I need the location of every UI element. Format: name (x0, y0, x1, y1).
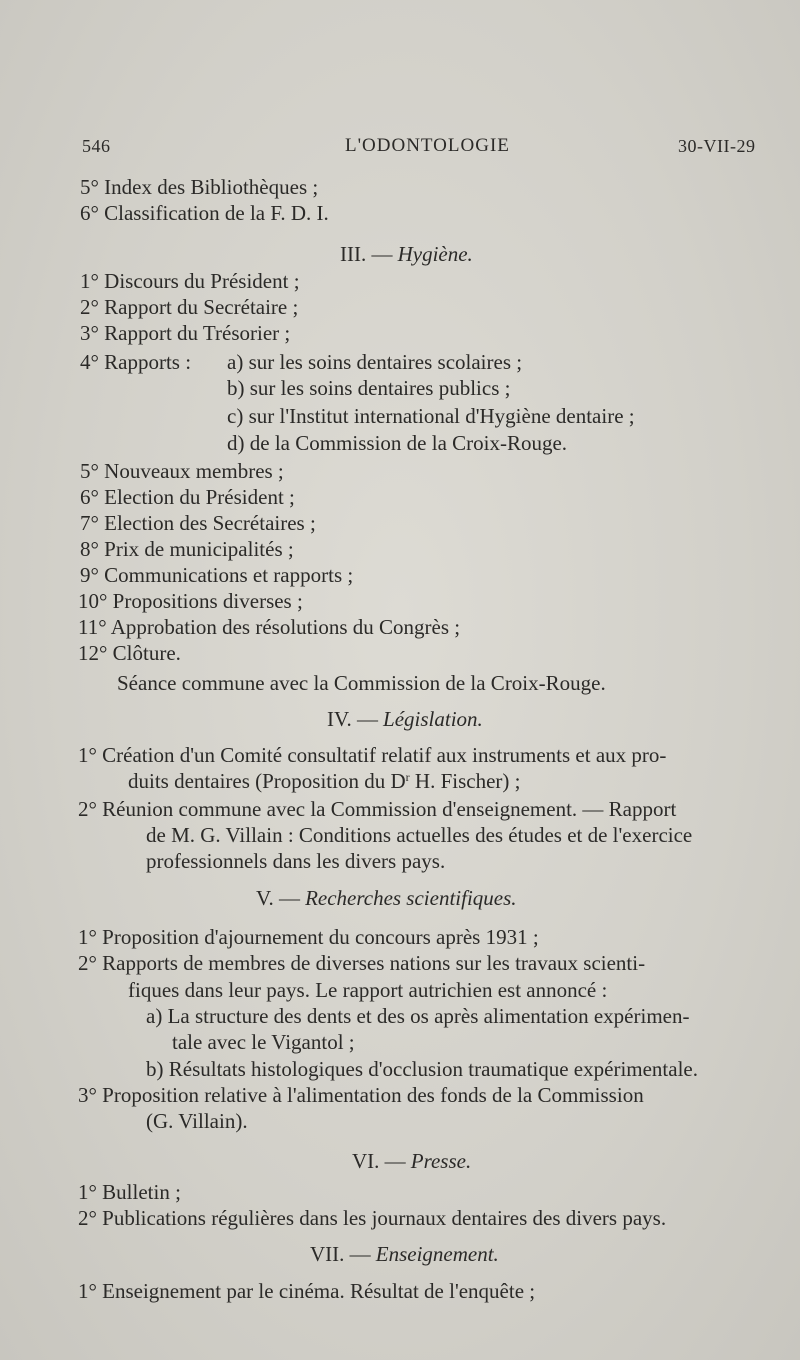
section-title: Hygiène. (397, 242, 473, 266)
subitem-a-structure: a) La structure des dents et des os après alimentation expérimen- (146, 1004, 690, 1028)
section-title: Législation. (383, 707, 483, 731)
item-election-president: 6° Election du Président ; (80, 485, 295, 509)
subitem-c: c) sur l'Institut international d'Hygiène dentaire ; (227, 404, 635, 428)
item-ajournement: 1° Proposition d'ajournement du concours après 1931 ; (78, 925, 539, 949)
subitem-a: a) sur les soins dentaires scolaires ; (227, 350, 523, 374)
item-discours: 1° Discours du Président ; (80, 269, 300, 293)
item-cloture: 12° Clôture. (78, 641, 181, 665)
section-number: VII. — (310, 1242, 371, 1266)
section-number: III. — (340, 242, 393, 266)
issue-date: 30-VII-29 (678, 136, 756, 156)
text-fragment: H. Fischer) ; (409, 769, 521, 793)
subitem-d: d) de la Commission de la Croix-Rouge. (227, 431, 568, 455)
item-bulletin: 1° Bulletin ; (78, 1180, 181, 1204)
item-reunion-commune-cont: de M. G. Villain : Conditions actuelles des études et de l'exercice (146, 823, 693, 847)
page-number: 546 (82, 136, 111, 156)
item-approbation: 11° Approbation des résolutions du Congrès ; (78, 615, 461, 639)
item-rapports-membres-cont: fiques dans leur pays. Le rapport autrichien est annoncé : (128, 978, 608, 1002)
text-fragment: duits dentaires (Proposition du D (128, 769, 406, 793)
section-heading-enseignement (310, 1241, 499, 1267)
section-number: V. — (256, 886, 300, 910)
subitem-b: b) sur les soins dentaires publics ; (227, 376, 511, 400)
section-heading-recherches (256, 885, 517, 911)
subitem-a-structure-cont: tale avec le Vigantol ; (172, 1030, 355, 1054)
item-propositions: 10° Propositions diverses ; (78, 589, 303, 613)
item-prix: 8° Prix de municipalités ; (80, 537, 294, 561)
item-index-bibliotheques: 5° Index des Bibliothèques ; (80, 175, 319, 199)
subitem-b-resultats: b) Résultats histologiques d'occlusion traumatique expérimentale. (146, 1057, 698, 1081)
section-number: IV. — (327, 707, 378, 731)
item-rapports-label: 4° Rapports : (80, 350, 192, 374)
item-proposition-fonds: 3° Proposition relative à l'alimentation des fonds de la Commission (78, 1083, 644, 1107)
item-proposition-fonds-cont: (G. Villain). (146, 1109, 248, 1133)
item-communications: 9° Communications et rapports ; (80, 563, 354, 587)
item-rapport-tresorier: 3° Rapport du Trésorier ; (80, 321, 291, 345)
item-creation-comite-cont (128, 768, 520, 794)
item-publications: 2° Publications régulières dans les journaux dentaires des divers pays. (78, 1206, 667, 1230)
item-rapport-secretaire: 2° Rapport du Secrétaire ; (80, 295, 299, 319)
section-heading-presse (352, 1148, 471, 1174)
section-heading-legislation (327, 706, 483, 732)
item-enseignement-cinema: 1° Enseignement par le cinéma. Résultat de l'enquête ; (78, 1279, 536, 1303)
item-creation-comite: 1° Création d'un Comité consultatif relatif aux instruments et aux pro- (78, 743, 667, 767)
item-nouveaux-membres: 5° Nouveaux membres ; (80, 459, 284, 483)
section-title: Presse. (410, 1149, 472, 1173)
superscript: r (405, 770, 410, 784)
item-rapports-membres: 2° Rapports de membres de diverses nations sur les travaux scienti- (78, 951, 646, 975)
section-number: VI. — (352, 1149, 406, 1173)
seance-commune: Séance commune avec la Commission de la Croix-Rouge. (117, 671, 606, 695)
item-election-secretaires: 7° Election des Secrétaires ; (80, 511, 316, 535)
item-classification: 6° Classification de la F. D. I. (80, 201, 329, 225)
item-reunion-commune: 2° Réunion commune avec la Commission d'enseignement. — Rapport (78, 797, 677, 821)
section-heading-hygiene (340, 241, 473, 267)
journal-title: L'ODONTOLOGIE (345, 135, 510, 156)
item-reunion-commune-cont2: professionnels dans les divers pays. (146, 849, 446, 873)
section-title: Recherches scientifiques. (305, 886, 517, 910)
section-title: Enseignement. (375, 1242, 499, 1266)
